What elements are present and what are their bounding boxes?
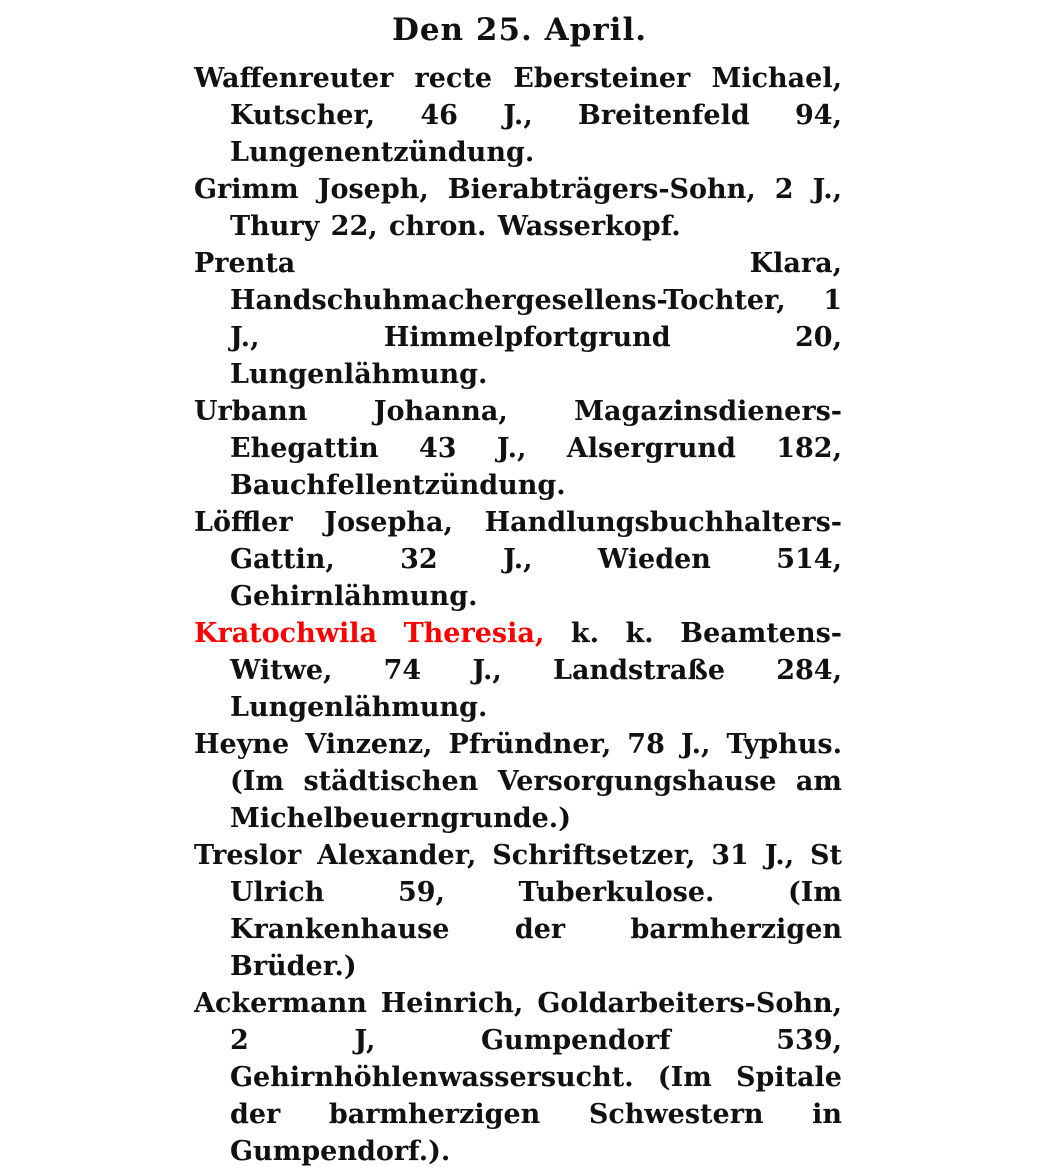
entry-name: Waffenreuter recte Ebersteiner Michael, bbox=[194, 63, 842, 94]
entry-text: k. k. Beamtens-Witwe, 74 J., Landstraße 284, Lungenlähmung. bbox=[230, 618, 843, 723]
list-item bbox=[194, 60, 842, 171]
entry-name: Grimm Joseph, bbox=[194, 174, 429, 205]
death-notice-list bbox=[194, 60, 842, 1170]
entry-text: Pfründner, 78 J., Typhus. (Im städtischen Versorgungshause am Michelbeuerngrunde.) bbox=[230, 729, 842, 834]
entry-name: Prenta Klara, bbox=[194, 248, 842, 279]
entry-name: Heyne Vinzenz, bbox=[194, 729, 433, 760]
entry-text: Kutscher, 46 J., Breitenfeld 94, Lungenentzündung. bbox=[230, 100, 842, 168]
list-item bbox=[194, 171, 842, 245]
entry-text: Schriftsetzer, 31 J., St Ulrich 59, Tuberkulose. (Im Krankenhause der barmherzigen Brüder.) bbox=[230, 840, 842, 982]
page-heading: Den 25. April. bbox=[391, 12, 648, 48]
entry-text: Handschuhmachergesellens-Tochter, 1 J., Himmelpfortgrund 20, Lungenlähmung. bbox=[230, 285, 842, 390]
list-item bbox=[194, 985, 842, 1170]
list-item bbox=[194, 393, 842, 504]
entry-text: Bierabträgers-Sohn, 2 J., Thury 22, chron. Wasserkopf. bbox=[230, 174, 843, 242]
entry-name: Löffler Josepha, bbox=[194, 507, 453, 538]
entry-name: Ackermann Heinrich, bbox=[194, 988, 524, 1019]
entry-text: Goldarbeiters-Sohn, 2 J, Gumpendorf 539, Gehirnhöhlenwassersucht. (Im Spitale der barmherzigen Schwestern in Gumpendorf.). bbox=[230, 988, 842, 1167]
list-item bbox=[194, 504, 842, 615]
entry-text: Handlungsbuchhalters-Gattin, 32 J., Wieden 514, Gehirnlähmung. bbox=[230, 507, 842, 612]
list-item bbox=[194, 726, 842, 837]
entry-name: Treslor Alexander, bbox=[194, 840, 477, 871]
list-item-highlighted bbox=[194, 615, 842, 726]
entry-name-highlighted: Kratochwila Theresia, bbox=[194, 618, 545, 649]
entry-text: Magazinsdieners-Ehegattin 43 J., Alsergrund 182, Bauchfellentzündung. bbox=[230, 396, 842, 501]
entry-name: Urbann Johanna, bbox=[194, 396, 508, 427]
list-item bbox=[194, 837, 842, 985]
list-item bbox=[194, 245, 842, 393]
